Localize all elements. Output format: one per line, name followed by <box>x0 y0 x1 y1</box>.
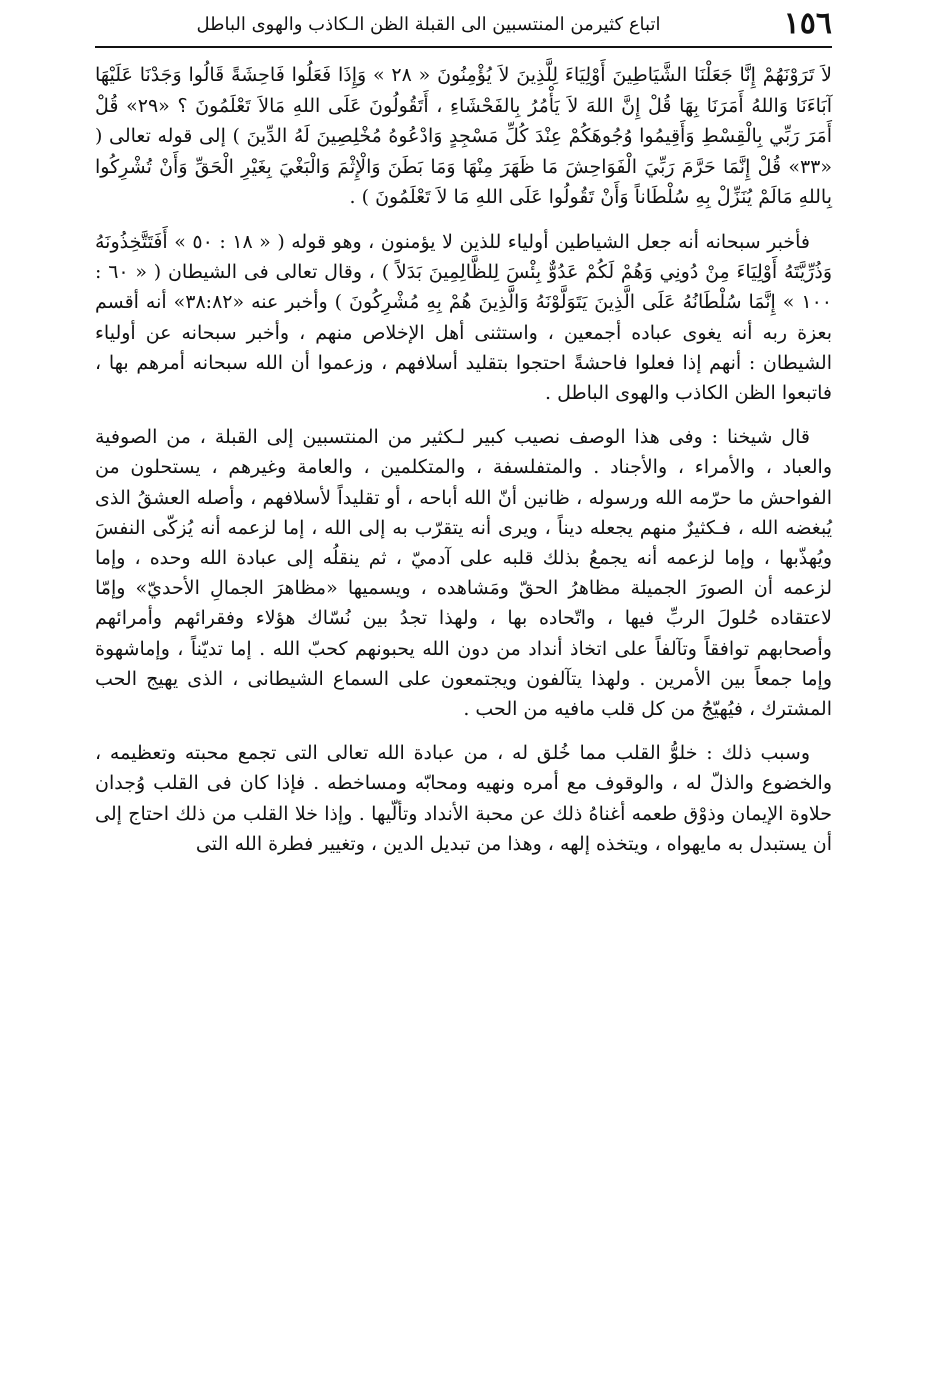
body-text <box>95 60 832 859</box>
page-header <box>95 4 832 44</box>
shaykh-quote-paragraph: قال شيخنا : وفى هذا الوصف نصيب كبير لـكثير من المنتسبين إلى القبلة ، من الصوفية والعباد ، والأمراء ، والأجناد . والمتفلسفة ، والمتكلمين ، والعامة وغيرهم ، يستحلون من الفواحش ما حرّمه الله ورسوله ، ظانين أنّ الله أباحه ، أو تقليداً لأسلافهم ، وأصله العشقُ الذى يُبغضه الله ، فـكثيرٌ منهم يجعله ديناً ، ويرى أنه يتقرّب به إلى الله ، إما لزعمه أنه يُزكّى النفسَ ويُهذّبها ، وإما لزعمه أنه يجمعُ بذلك قلبه على آدميّ ، ثم ينقلُه إلى عبادة الله وحده ، وإما لزعمه أن الصورَ الجميلة مظاهرُ الحقّ ومَشاهده ، ويسميها «مظاهرَ الجمالِ الأحديّ» وإمّا لاعتقاده حُلولَ الربِّ فيها ، واتّحاده بها ، ولهذا تجدُ بين نُسّاك هؤلاء وفقرائهم وأمرائهم وأصحابهم توافقاً وتآلفاً على اتخاذ أنداد من دون الله يحبونهم كحبّ الله . إما تديّناً ، وإماشهوة وإما جمعاً بين الأمرين . ولهذا يتآلفون ويجتمعون على السماع الشيطانى ، الذى يهيج الحب المشترك ، فيُهيّجُ من كل قلب مافيه من الحب . <box>95 426 832 721</box>
commentary-paragraph: فأخبر سبحانه أنه جعل الشياطين أولياء للذين لا يؤمنون ، وهو قوله ( « ١٨ : ٥٠ » أَفَتَتَّخِذُونَهُ وَذُرِّيَّتَهُ أَوْلِيَاءَ مِنْ دُونِي وَهُمْ لَكُمْ عَدُوٌّ بِئْسَ لِلظَّالِمِينَ بَدَلاً ) ، وقال تعالى فى الشيطان ( « ٦٠ : ١٠٠ » إِنَّمَا سُلْطَانُهُ عَلَى الَّذِينَ يَتَوَلَّوْنَهُ وَالَّذِينَ هُمْ بِهِ مُشْرِكُونَ ) وأخبر عنه «٣٨:٨٢» أنه أقسم بعزة ربه أنه يغوى عباده أجمعين ، واستثنى أهل الإخلاص منهم ، وأخبر سبحانه عن أولياء الشيطان : أنهم إذا فعلوا فاحشةً احتجوا بتقليد أسلافهم ، وزعموا أن الله سبحانه أمرهم بها ، فاتبعوا الظن الكاذب والهوى الباطل . <box>95 230 832 404</box>
quran-passage-paragraph: لاَ تَرَوْنَهُمْ إِنَّا جَعَلْنَا الشَّيَاطِينَ أَوْلِيَاءَ لِلَّذِينَ لاَ يُؤْمِنُونَ « ٢٨ » وَإِذَا فَعَلُوا فَاحِشَةً قَالُوا وَجَدْنَا عَلَيْهَا آبَاءَنَا وَاللهُ أَمَرَنَا بِهَا قُلْ إِنَّ اللهَ لاَ يَأْمُرُ بِالفَحْشَاءِ ، أَتَقُولُونَ عَلَى اللهِ مَالاَ تَعْلَمُونَ ؟ «٢٩» قُلْ أَمَرَ رَبِّي بِالْقِسْطِ وَأَقِيمُوا وُجُوهَكُمْ عِنْدَ كُلِّ مَسْجِدٍ وَادْعُوهُ مُخْلِصِينَ لَهُ الدِّينَ ) إلى قوله تعالى ( «٣٣» قُلْ إِنَّمَا حَرَّمَ رَبِّيَ الْفَوَاحِشَ مَا ظَهَرَ مِنْهَا وَمَا بَطَنَ وَالْإِثْمَ وَالْبَغْيَ بِغَيْرِ الْحَقِّ وَأَنْ تُشْرِكُوا بِاللهِ مَالَمْ يُنَزِّلْ بِهِ سُلْطَاناً وَأَنْ تَقُولُوا عَلَى اللهِ مَا لاَ تَعْلَمُونَ ) . <box>95 64 832 209</box>
page-number: ١٥٦ <box>783 6 832 41</box>
header-rule <box>95 46 832 48</box>
cause-paragraph: وسبب ذلك : خلوُّ القلب مما خُلق له ، من عبادة الله تعالى التى تجمع محبته وتعظيمه ، والخضوع والذلّ له ، والوقوف مع أمره ونهيه ومحابّه ومساخطه . فإذا كان فى القلب وُجدان حلاوة الإيمان وذوْق طعمه أغناهُ ذلك عن محبة الأنداد وتألّيها . وإذا خلا القلب من ذلك احتاج إلى أن يستبدل به مايهواه ، ويتخذه إلهه ، وهذا من تبديل الدين ، وتغيير فطرة الله التى <box>95 742 832 855</box>
running-title: اتباع كثيرمن المنتسبين الى القبلة الظن الـكاذب والهوى الباطل <box>196 14 661 35</box>
